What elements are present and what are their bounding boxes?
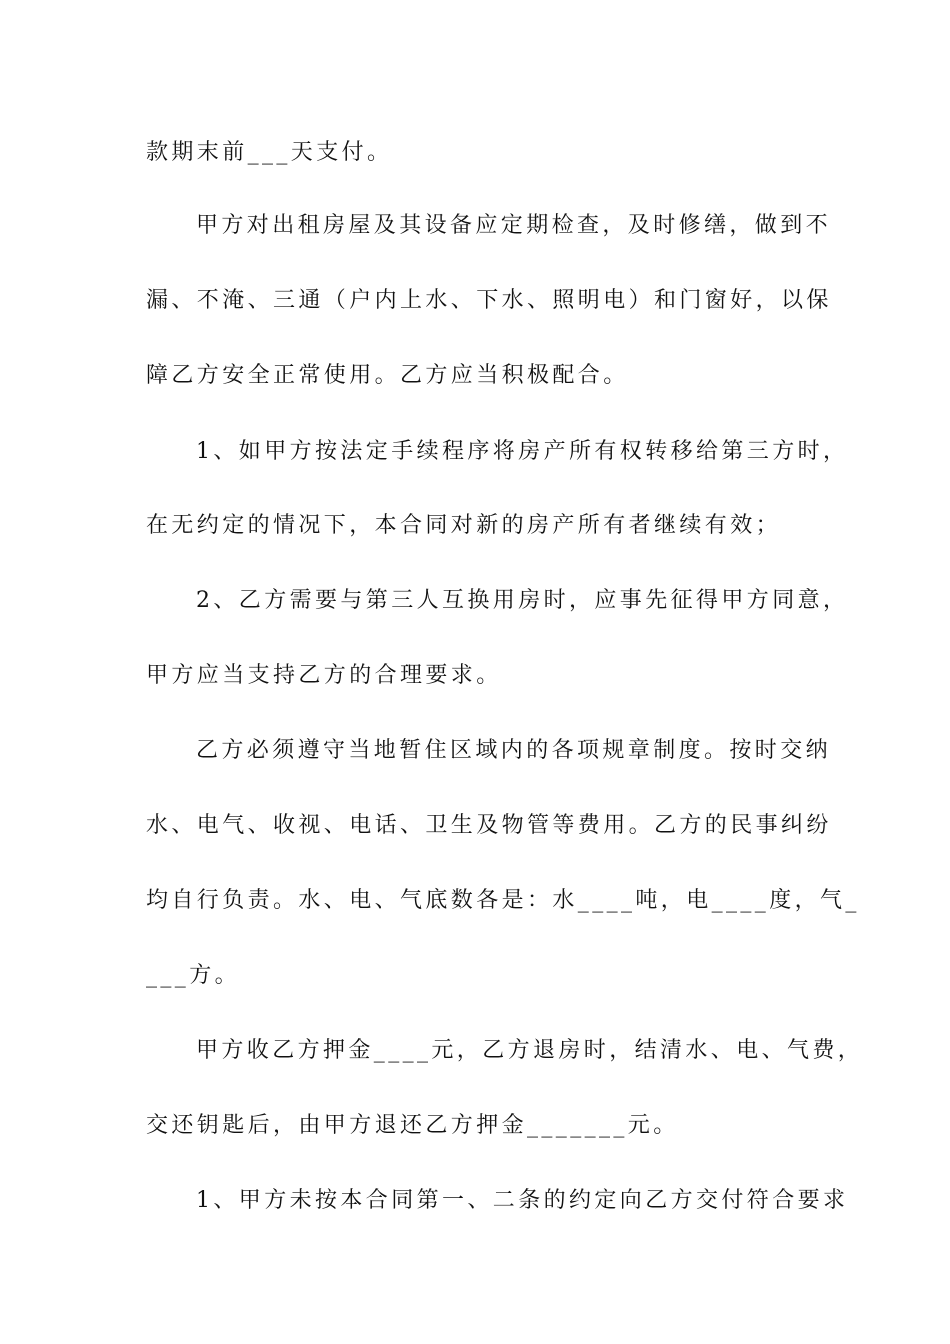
text-line-10: 水、电气、收视、电话、卫生及物管等费用。乙方的民事纠纷 [146, 813, 832, 838]
text-line-9: 乙方必须遵守当地暂住区域内的各项规章制度。按时交纳 [196, 738, 832, 763]
text-line-1: 款期末前___天支付。 [146, 140, 393, 165]
text-line-2: 甲方对出租房屋及其设备应定期检查，及时修缮，做到不 [196, 213, 832, 238]
text-line-3: 漏、不淹、三通（户内上水、下水、照明电）和门窗好，以保 [146, 288, 832, 313]
text-line-11: 均自行负责。水、电、气底数各是：水____吨，电____度，气_ [146, 888, 860, 913]
text-line-14: 交还钥匙后，由甲方退还乙方押金_______元。 [146, 1113, 679, 1138]
text-line-5: 1、如甲方按法定手续程序将房产所有权转移给第三方时， [196, 439, 849, 464]
text-line-15: 1、甲方未按本合同第一、二条的约定向乙方交付符合要求 [196, 1188, 849, 1213]
text-line-12: ___方。 [146, 963, 241, 988]
text-line-13: 甲方收乙方押金____元，乙方退房时，结清水、电、气费， [196, 1038, 864, 1063]
text-line-7: 2、乙方需要与第三人互换用房时，应事先征得甲方同意， [196, 588, 849, 613]
text-line-6: 在无约定的情况下，本合同对新的房产所有者继续有效； [146, 513, 782, 538]
text-line-4: 障乙方安全正常使用。乙方应当积极配合。 [146, 363, 629, 388]
text-line-8: 甲方应当支持乙方的合理要求。 [146, 663, 502, 688]
